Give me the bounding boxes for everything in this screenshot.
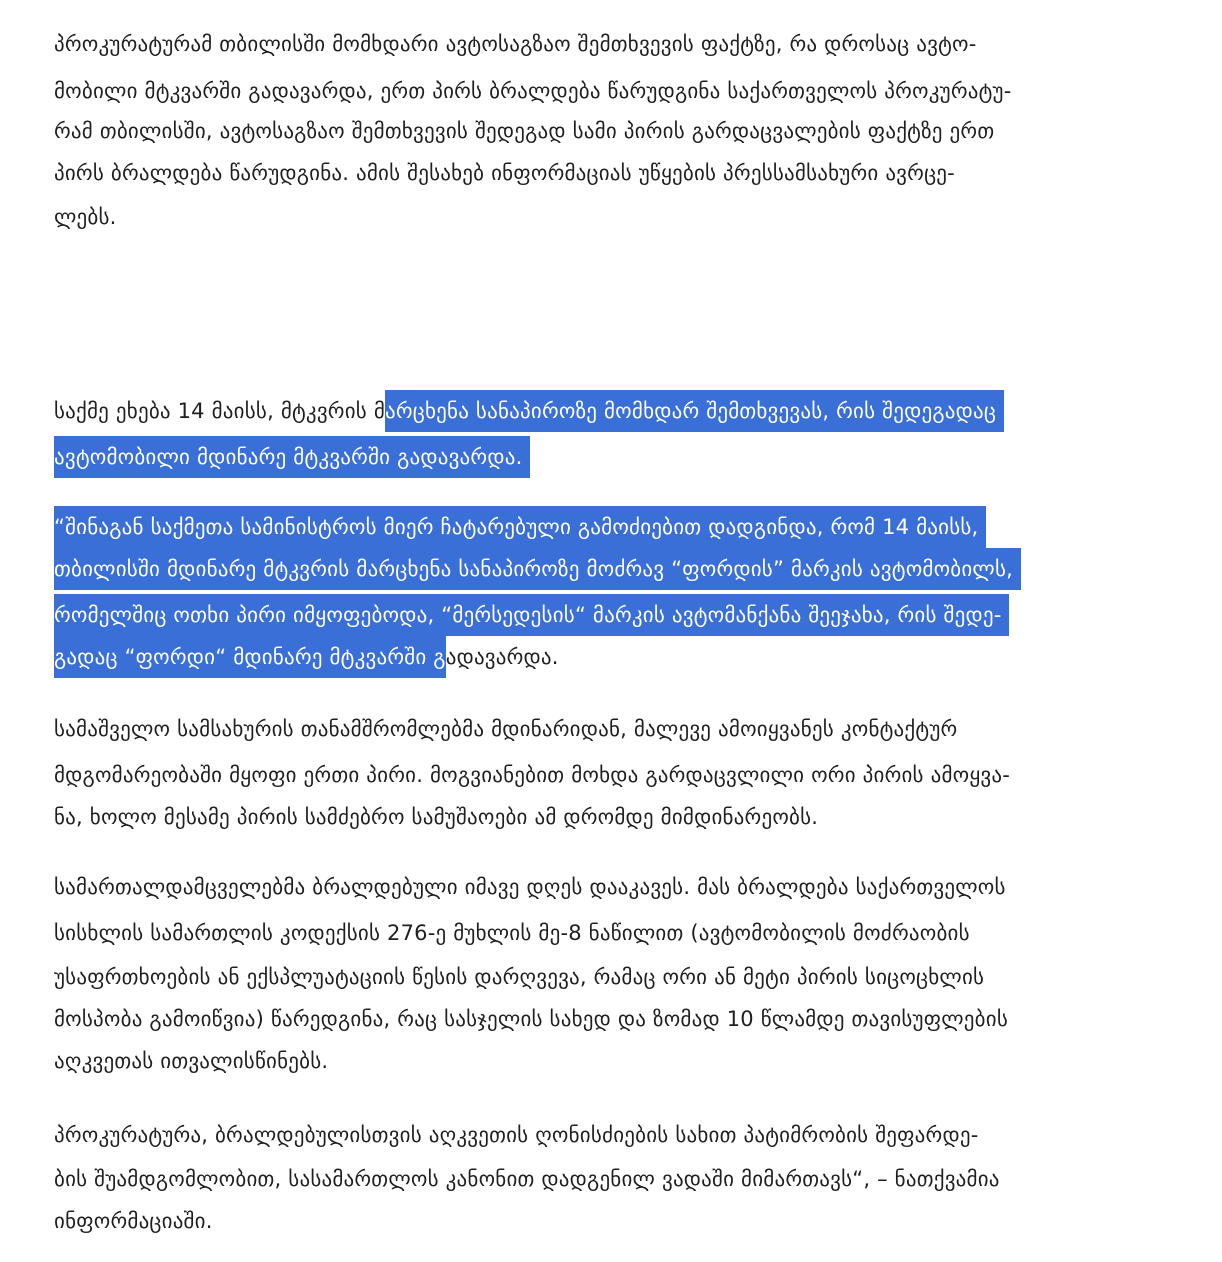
paragraph-1-line-3: რამ თბილისში, ავტოსაგზაო შემთხვევის შედეგად სამი პირის გარდაცვალების ფაქტზე ერთ (54, 119, 995, 143)
paragraph-5-line-5: აღკვეთას ითვალისწინებს. (54, 1049, 329, 1073)
paragraph-5-line-2: სისხლის სამართლის კოდექსის 276-ე მუხლის მე-8 ნაწილით (ავტომობილის მოძრაობის (54, 921, 970, 945)
paragraph-3-line-1-selected: “შინაგან საქმეთა სამინისტროს მიერ ჩატარებული გამოძიებით დადგინდა, რომ 14 მაისს, (54, 506, 986, 548)
paragraph-2-line-1-plain: საქმე ეხება 14 მაისს, მტკვრის მ (54, 399, 386, 423)
paragraph-3-line-4 (54, 636, 559, 678)
paragraph-1-line-2: მობილი მტკვარში გადავარდა, ერთ პირს ბრალდება წარუდგინა საქართველოს პროკურატუ- (54, 79, 1012, 103)
paragraph-4-line-1: სამაშველო სამსახურის თანამშრომლებმა მდინარიდან, მალევე ამოიყვანეს კონტაქტურ (54, 717, 958, 741)
paragraph-6-line-3: ინფორმაციაში. (54, 1209, 213, 1233)
paragraph-3-line-3 (54, 594, 1009, 636)
paragraph-3-line-2 (54, 548, 1021, 590)
paragraph-2-line-1-selected: არცხენა სანაპიროზე მომხდარ შემთხვევას, რის შედეგადაც (385, 390, 1004, 432)
paragraph-5-line-3: უსაფრთხოების ან ექსპლუატაციის წესის დარღვევა, რამაც ორი ან მეტი პირის სიცოცხლის (54, 965, 985, 989)
paragraph-1-line-5: ლებს. (54, 205, 117, 229)
paragraph-6-line-1: პროკურატურა, ბრალდებულისთვის აღკვეთის ღონისძიების სახით პატიმრობის შეფარდე- (54, 1123, 979, 1147)
paragraph-4-line-3: ნა, ხოლო მესამე პირის სამძებრო სამუშაოები ამ დრომდე მიმდინარეობს. (54, 805, 819, 829)
paragraph-3-line-2-selected: თბილისში მდინარე მტკვრის მარცხენა სანაპიროზე მოძრავ “ფორდის” მარკის ავტომობილს, (54, 548, 1021, 590)
paragraph-2-line-2-selected: ავტომობილი მდინარე მტკვარში გადავარდა. (54, 436, 530, 478)
paragraph-6-line-2: ბის შუამდგომლობით, სასამართლოს კანონით დადგენილ ვადაში მიმართავს“, – ნათქვამია (54, 1167, 1000, 1191)
paragraph-1-line-1: პროკურატურამ თბილისში მომხდარი ავტოსაგზაო შემთხვევის ფაქტზე, რა დროსაც ავტო- (54, 32, 977, 56)
paragraph-3-line-4-selected: გადაც “ფორდი“ მდინარე მტკვარში გ (54, 636, 446, 678)
paragraph-5-line-1: სამართალდამცველებმა ბრალდებული იმავე დღეს დააკავეს. მას ბრალდება საქართველოს (54, 875, 1006, 899)
paragraph-1-line-4: პირს ბრალდება წარუდგინა. ამის შესახებ ინფორმაციას უწყების პრესსამსახური ავრცე- (54, 161, 955, 185)
paragraph-3-line-3-selected: რომელშიც ოთხი პირი იმყოფებოდა, “მერსედესის“ მარკის ავტომანქანა შეეჯახა, რის შედე- (54, 594, 1009, 636)
paragraph-3-line-1 (54, 506, 986, 548)
paragraph-5-line-4: მოსპობა გამოიწვია) წარედგინა, რაც სასჯელის სახედ და ზომად 10 წლამდე თავისუფლების (54, 1007, 1008, 1031)
paragraph-2-line-2 (54, 436, 530, 478)
paragraph-4-line-2: მდგომარეობაში მყოფი ერთი პირი. მოგვიანებით მოხდა გარდაცვლილი ორი პირის ამოყვა- (54, 763, 1011, 787)
paragraph-2-line-1 (54, 390, 1004, 432)
paragraph-3-line-4-plain: ადავარდა. (445, 645, 559, 669)
